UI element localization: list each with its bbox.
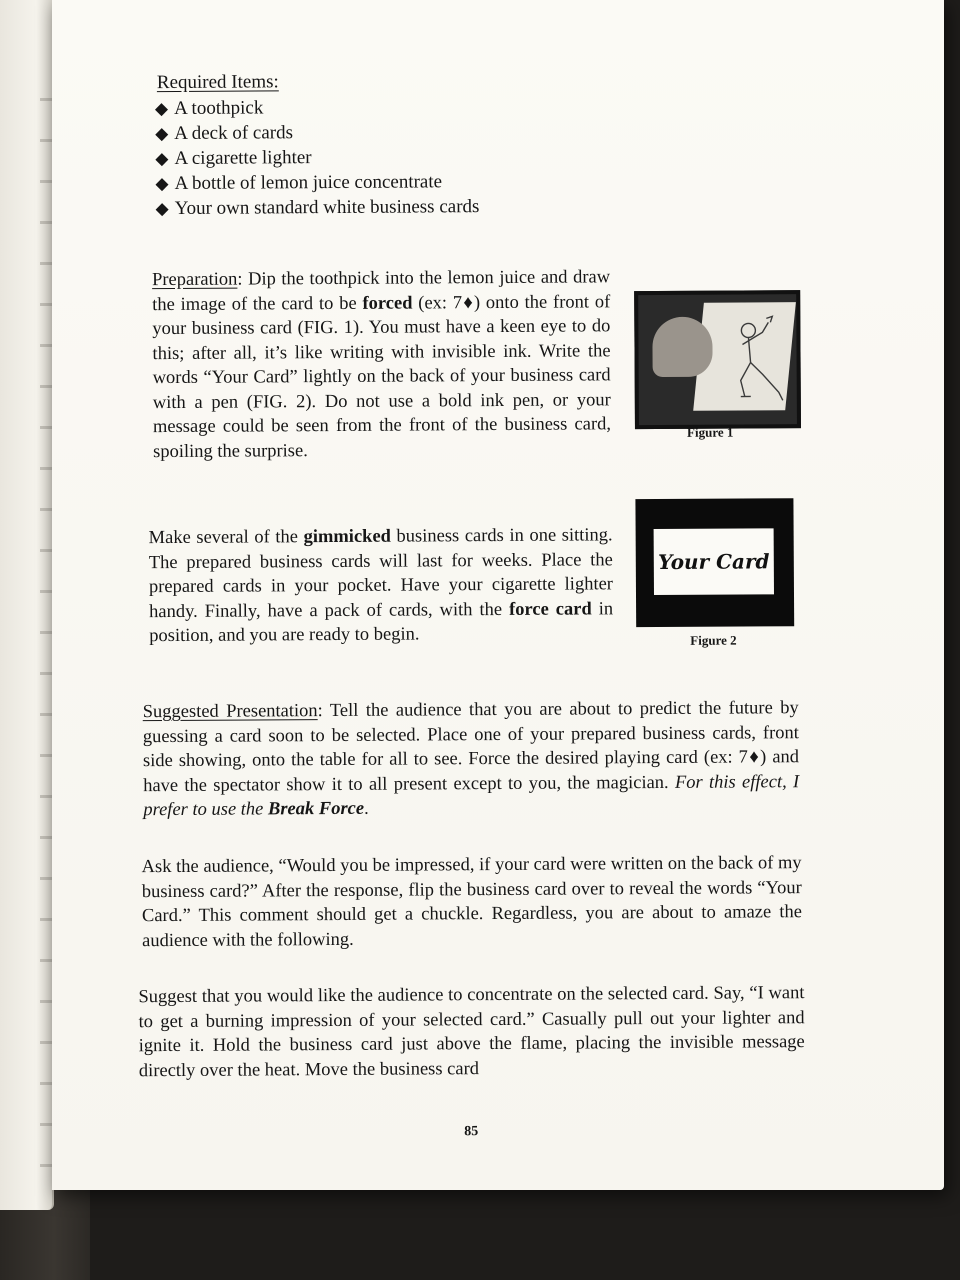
hand-holding-toothpick — [652, 317, 712, 377]
presentation-heading: Suggested Presentation — [142, 701, 318, 723]
book-page — [52, 0, 944, 1190]
diamond-bullet-icon: ◆ — [155, 124, 169, 144]
preparation-heading: Preparation — [152, 269, 238, 291]
list-item: ◆ A cigarette lighter — [155, 147, 312, 169]
your-card-label: Your Card — [654, 528, 774, 595]
figure-1-caption: Figure 1 — [686, 424, 734, 440]
required-items-list — [155, 94, 480, 221]
diamond-bullet-icon: ◆ — [155, 149, 169, 169]
required-items-heading: Required Items: — [156, 71, 279, 94]
ask-paragraph: Ask the audience, “Would you be impressed, if your card were written on the back of my business card?” After the response, flip the business card over to reveal the words “Your Card.” This comment should get a chuckle. Regardless, you are about to amaze the audience with the following. — [141, 853, 803, 951]
kneeling-figure-drawing-icon — [722, 312, 787, 408]
figure-2-caption: Figure 2 — [690, 632, 737, 648]
list-item: ◆ A toothpick — [154, 97, 264, 119]
figure-1-image — [634, 290, 801, 429]
preparation-paragraph: Preparation: Dip the toothpick into the lemon juice and draw the image of the card to be forced (ex: 7♦) onto the front of your business card (FIG. 1). You must have a keen eye to do this; after all, it’s like writing with invisible ink. Write the words “Your Card” lightly on the back of your business card with a pen (FIG. 2). Do not use a bold ink pen, or your message could be seen from the front of the business card, spoiling the surprise. — [152, 267, 612, 462]
list-item: ◆ A deck of cards — [155, 122, 294, 144]
diamond-bullet-icon: ◆ — [155, 199, 169, 219]
presentation-paragraph: Suggested Presentation: Tell the audience that you are about to predict the future by guessing a card soon to be selected. Place one of your prepared business cards, front side showing, onto the table for all to see. Force the desired playing card (ex: 7♦) and have the spectator show it to all present except to you, the magician. For this effect, I prefer to use the Break Force. — [142, 698, 800, 821]
diamond-bullet-icon: ◆ — [154, 99, 169, 119]
list-item: ◆ Your own standard white business cards — [155, 196, 480, 219]
diamond-bullet-icon: ◆ — [155, 174, 169, 194]
suggest-paragraph: Suggest that you would like the audience to concentrate on the selected card. Say, “I want to get a burning impression of your selected card.” Casually pull out your lighter and ignite it. Hold the business card just above the flame, placing the invisible message directly over the heat. Move the business card — [138, 983, 805, 1081]
page-number: 85 — [464, 1124, 479, 1140]
gimmick-paragraph: Make several of the gimmicked business cards in one sitting. The prepared business cards will last for weeks. Place the prepared cards in your pocket. Have your cigarette lighter handy. Finally, have a pack of cards, with the force card in position, and you are ready to begin. — [148, 525, 614, 647]
list-item: ◆ A bottle of lemon juice concentrate — [155, 171, 443, 194]
figure-2-image — [635, 498, 794, 627]
